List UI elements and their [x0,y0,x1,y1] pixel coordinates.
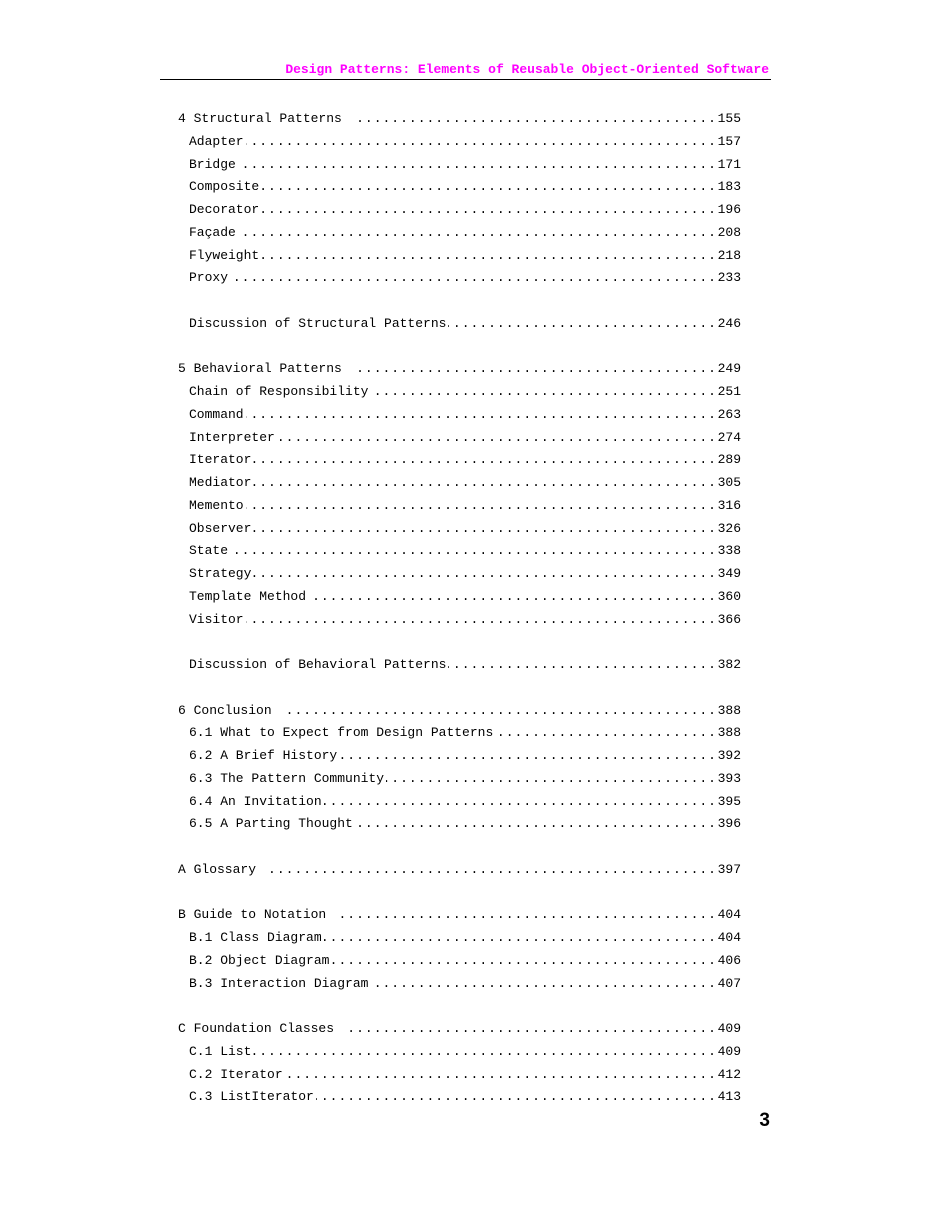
toc-entry-page: 412 [717,1066,741,1082]
toc-entry-page: 274 [717,429,741,445]
toc-entry-page: 183 [717,179,741,195]
toc-entry-title: C.3 ListIterator [189,1089,314,1105]
toc-entry-title: Chain of Responsibility [189,384,369,399]
toc-entry-page: 388 [717,725,741,741]
toc-entry-page: 196 [717,202,741,217]
dot-leader [246,404,713,427]
header-rule [160,79,771,80]
toc-section-entry[interactable] [178,973,741,996]
toc-section-entry[interactable] [178,1064,741,1087]
toc-section-entry[interactable] [178,154,741,177]
toc-entry-title: A Glossary [178,861,257,877]
dot-leader [352,358,713,381]
toc-section-entry[interactable] [178,472,741,495]
toc-entry-page: 366 [717,611,741,627]
toc-entry-title: 6.1 What to Expect from Design Patterns [189,725,494,741]
toc-entry-title: Command [189,406,244,422]
toc-entry-title: 6.2 A Brief History [189,748,338,763]
toc-entry-page: 388 [717,702,741,718]
toc-spacer [178,882,741,905]
toc-entry-page: 409 [717,1043,741,1059]
toc-section-entry[interactable] [178,722,741,745]
toc-entry-title: C Foundation Classes [178,1021,335,1036]
toc-section-entry[interactable] [178,654,741,677]
dot-leader [448,313,712,336]
toc-entry-page: 233 [717,270,741,286]
toc-entry-page: 393 [717,770,741,786]
toc-chapter-entry[interactable] [178,1018,741,1041]
dot-leader [448,654,712,677]
toc-entry-page: 289 [717,452,741,468]
dot-leader [285,1064,713,1087]
toc-entry-title: B.3 Interaction Diagram [189,975,369,991]
dot-leader [238,222,713,245]
toc-entry-page: 413 [717,1089,741,1105]
toc-entry-page: 349 [717,566,741,581]
dot-leader [246,131,713,154]
toc-chapter-entry[interactable] [178,904,741,927]
toc-section-entry[interactable] [178,791,741,814]
toc-entry-page: 171 [717,156,741,172]
toc-entry-title: Adapter [189,133,244,149]
toc-entry-page: 326 [717,520,741,536]
toc-spacer [178,836,741,859]
toc-entry-page: 218 [717,247,741,263]
toc-entry-page: 251 [717,384,741,399]
dot-leader [238,154,713,177]
dot-leader [230,540,713,563]
dot-leader [253,472,712,495]
toc-entry-page: 263 [717,406,741,422]
toc-entry-page: 397 [717,861,741,877]
toc-entry-title: Interpreter [189,429,275,445]
dot-leader [261,199,712,222]
dot-leader [253,563,712,586]
toc-section-entry[interactable] [178,745,741,768]
dot-leader [253,518,712,541]
toc-section-entry[interactable] [178,813,741,836]
toc-entry-title: Discussion of Structural Patterns [189,315,447,331]
toc-entry-title: B.1 Class Diagram [189,930,322,945]
toc-section-entry[interactable] [178,927,741,950]
dot-leader [230,267,713,290]
toc-section-entry[interactable] [178,245,741,268]
toc-spacer [178,336,741,359]
toc-spacer [178,631,741,654]
toc-section-entry[interactable] [178,176,741,199]
toc-entry-title: Discussion of Behavioral Patterns [189,657,447,672]
toc-entry-page: 305 [717,475,741,490]
dot-leader [344,1018,713,1041]
toc-entry-title: 6.5 A Parting Thought [189,816,353,832]
dot-leader [386,768,713,791]
toc-section-entry[interactable] [178,495,741,518]
toc-entry-title: Visitor [189,611,244,627]
toc-section-entry[interactable] [178,540,741,563]
toc-section-entry[interactable] [178,267,741,290]
toc-entry-title: Iterator [189,452,252,468]
toc-section-entry[interactable] [178,1086,741,1109]
toc-entry-title: Flyweight [189,247,260,263]
toc-entry-page: 246 [717,315,741,331]
toc-section-entry[interactable] [178,1041,741,1064]
toc-section-entry[interactable] [178,381,741,404]
dot-leader [246,495,713,518]
dot-leader [495,722,712,745]
toc-entry-page: 157 [717,133,741,149]
running-header: Design Patterns: Elements of Reusable Object-Oriented Software [285,62,769,77]
toc-entry-page: 382 [717,657,741,672]
toc-entry-title: B.2 Object Diagram [189,952,330,968]
toc-entry-title: Façade [189,224,236,240]
toc-entry-page: 409 [717,1021,741,1036]
toc-section-entry[interactable] [178,131,741,154]
toc-entry-page: 395 [717,793,741,809]
dot-leader [324,791,713,814]
dot-leader [352,108,713,131]
dot-leader [324,927,713,950]
toc-entry-title: Strategy [189,566,252,581]
dot-leader [331,950,712,973]
dot-leader [336,904,712,927]
toc-section-entry[interactable] [178,449,741,472]
dot-leader [261,176,712,199]
toc-entry-page: 404 [717,907,741,923]
toc-entry-title: Proxy [189,270,229,286]
toc-entry-title: Mediator [189,475,252,490]
toc-entry-page: 155 [717,111,741,126]
dot-leader [261,245,712,268]
toc-entry-page: 407 [717,975,741,991]
toc-entry-title: Observer [189,520,252,536]
toc-entry-title: 4 Structural Patterns [178,111,342,126]
dot-leader [277,427,713,450]
dot-leader [339,745,712,768]
toc-entry-title: 6.3 The Pattern Community [189,770,385,786]
table-of-contents [178,108,741,1109]
toc-entry-title: C.2 Iterator [189,1066,283,1082]
toc-section-entry[interactable] [178,586,741,609]
toc-section-entry[interactable] [178,768,741,791]
toc-section-entry[interactable] [178,404,741,427]
toc-section-entry[interactable] [178,427,741,450]
dot-leader [266,859,713,882]
toc-entry-page: 406 [717,952,741,968]
toc-entry-title: Composite [189,179,260,195]
toc-chapter-entry[interactable] [178,108,741,131]
toc-entry-title: Memento [189,497,244,513]
toc-entry-title: Template Method [189,588,307,604]
toc-entry-page: 360 [717,588,741,604]
dot-leader [316,1086,713,1109]
dot-leader [370,381,712,404]
toc-entry-title: Decorator [189,202,260,217]
toc-entry-page: 249 [717,361,741,377]
toc-entry-page: 404 [717,930,741,945]
toc-section-entry[interactable] [178,222,741,245]
toc-entry-title: 5 Behavioral Patterns [178,361,342,377]
toc-entry-title: C.1 List [189,1043,252,1059]
toc-spacer [178,677,741,700]
toc-section-entry[interactable] [178,199,741,222]
toc-entry-page: 338 [717,543,741,559]
page-number: 3 [759,1110,770,1131]
dot-leader [282,700,713,723]
toc-entry-page: 208 [717,224,741,240]
toc-entry-title: State [189,543,229,559]
toc-entry-page: 392 [717,748,741,763]
toc-section-entry[interactable] [178,313,741,336]
toc-entry-title: 6.4 An Invitation [189,793,322,809]
toc-chapter-entry[interactable] [178,700,741,723]
toc-spacer [178,995,741,1018]
toc-section-entry[interactable] [178,950,741,973]
toc-section-entry[interactable] [178,609,741,632]
toc-section-entry[interactable] [178,518,741,541]
toc-entry-page: 316 [717,497,741,513]
toc-spacer [178,290,741,313]
dot-leader [355,813,713,836]
toc-chapter-entry[interactable] [178,859,741,882]
toc-section-entry[interactable] [178,563,741,586]
dot-leader [253,1041,712,1064]
toc-entry-title: B Guide to Notation [178,907,327,923]
toc-entry-title: 6 Conclusion [178,702,272,718]
dot-leader [308,586,713,609]
toc-entry-title: Bridge [189,156,236,172]
dot-leader [246,609,713,632]
toc-chapter-entry[interactable] [178,358,741,381]
dot-leader [253,449,712,472]
dot-leader [370,973,712,996]
toc-entry-page: 396 [717,816,741,832]
